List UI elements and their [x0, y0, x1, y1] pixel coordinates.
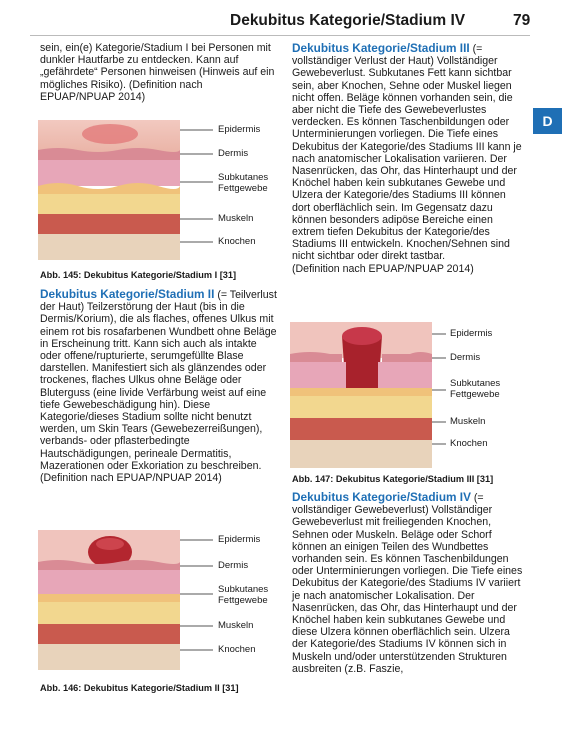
figure-147: [290, 322, 530, 470]
stage3-heading: Dekubitus Kategorie/Stadium III: [292, 41, 470, 55]
stage4-body: (= vollständiger Gewebeverlust) Vollständiger Gewebeverlust mit freiliegenden Knochen, Sehnen oder Muskeln. Beläge oder Schorf können an einigen Teilen des Wundbettes vorhanden sein. Es können Taschenbildungen oder Unterminierungen vorliegen. Die Tiefe eines Dekubitus der Kategorie/des Stadiums IV variiert je nach anatomischer Lokalisation. Der Nasenrücken, das Ohr, das Hinterhaupt und der Knöchel haben kein subkutanes Gewebe und diese Ulzera können oberflächlich sein. Ulzera der Kategorie/des Stadiums IV können sich in Muskeln und/oder unterstützenden Strukturen ausbreiten (z.B. Faszie,: [292, 492, 523, 675]
label-subkutanes-line2: Fettgewebe: [450, 389, 500, 400]
caption-abb146: Abb. 146: Dekubitus Kategorie/Stadium II [31]: [40, 683, 239, 693]
stage2-body: (= Teilverlust der Haut) Teilzerstörung der Haut (bis in die Dermis/Korium), die als flaches, offenes Ulkus mit einem rot bis rosafarbenen Wundbett ohne Beläge in Erscheinung tritt. Kann sich auch als intakte oder offene/rupturierte, serumgefüllte Blase darstellen. Manifestiert sich als glänzendes oder trockenes, flaches Ulkus ohne Beläge oder Bluterguss (eine livide Verfärbung weist auf eine tiefe Gewebeschädigung hin). Diese Kategorie/dieses Stadium sollte nicht benutzt werden, um Skin Tears (Gewebezerreißungen), verbands- oder pflasterbedingte Hautschädigungen, perineale Dermatitis, Mazerationen oder Exkoriation zu beschreiben.: [40, 289, 277, 472]
label-epidermis: Epidermis: [450, 328, 493, 339]
label-subkutanes-line1: Subkutanes: [218, 172, 269, 183]
stage3-definition: (Definition nach EPUAP/NPUAP 2014): [292, 262, 474, 275]
caption-abb145: Abb. 145: Dekubitus Kategorie/Stadium I [31]: [40, 270, 237, 280]
label-muskeln: Muskeln: [450, 416, 486, 427]
label-subkutanes-line1: Subkutanes: [218, 584, 269, 595]
label-muskeln: Muskeln: [218, 620, 254, 631]
stage2-heading: Dekubitus Kategorie/Stadium II: [40, 287, 215, 301]
label-subkutanes-line2: Fettgewebe: [218, 183, 268, 194]
label-subkutanes-line1: Subkutanes: [450, 378, 501, 389]
label-dermis: Dermis: [450, 352, 481, 363]
label-muskeln: Muskeln: [218, 213, 254, 224]
label-epidermis: Epidermis: [218, 534, 261, 545]
label-dermis: Dermis: [218, 148, 249, 159]
label-subkutanes: [450, 378, 500, 400]
stage2-definition: (Definition nach EPUAP/NPUAP 2014): [40, 472, 222, 485]
label-knochen: Knochen: [450, 438, 488, 449]
stage1-continuation: sein, ein(e) Kategorie/Stadium I bei Personen mit dunkler Hautfarbe zu entdecken. Kann auf „gefährdete“ Personen hinweisen (Hinweis auf ein mögliches Risiko). (Definition nach EPUAP/NPUAP 2014): [40, 42, 275, 103]
label-subkutanes-line2: Fettgewebe: [218, 595, 268, 606]
stage4-heading: Dekubitus Kategorie/Stadium IV: [292, 490, 471, 504]
figure-145: [38, 120, 298, 262]
figure-146: [38, 530, 298, 672]
label-epidermis: Epidermis: [218, 124, 261, 135]
left-intro-text: [40, 42, 280, 103]
stage2-section: [40, 288, 280, 484]
label-subkutanes: [218, 584, 268, 606]
label-knochen: Knochen: [218, 236, 256, 247]
stage3-section: [292, 42, 524, 275]
label-subkutanes: [218, 172, 268, 194]
stage4-section: [292, 491, 524, 675]
running-header-title: Dekubitus Kategorie/Stadium IV: [230, 12, 466, 29]
stage3-body: (= vollständiger Verlust der Haut) Vollständiger Gewebeverlust. Subkutanes Fett kann sichtbar sein, aber Knochen, Sehne oder Muskel liegen nicht offen. Beläge können vorhanden sein, die aber nicht die Tiefe des Gewebeverlustes verdecken. Es können Taschenbildungen oder Unterminierungen vorliegen. Die Tiefe eines Dekubitus der Kategorie/des Stadiums III kann je nach anatomischer Lokalisation variieren. Der Nasenrücken, das Ohr, das Hinterhaupt und der Knöchel haben kein subkutanes Gewebe und Ulzera der Kategorie/des Stadiums III können dort oberflächlich sein. Im Gegensatz dazu können besonders adipöse Bereiche einen extrem tiefen Dekubitus der Kategorie/des Stadiums III entwickeln. Knochen/Sehnen sind nicht sichtbar oder direkt tastbar.: [292, 43, 522, 263]
page-number: 79: [513, 12, 531, 29]
label-knochen: Knochen: [218, 644, 256, 655]
caption-abb147: Abb. 147: Dekubitus Kategorie/Stadium III [31]: [292, 474, 494, 484]
label-dermis: Dermis: [218, 560, 249, 571]
chapter-tab-d[interactable]: D: [533, 108, 562, 134]
header-rule: [30, 35, 530, 36]
